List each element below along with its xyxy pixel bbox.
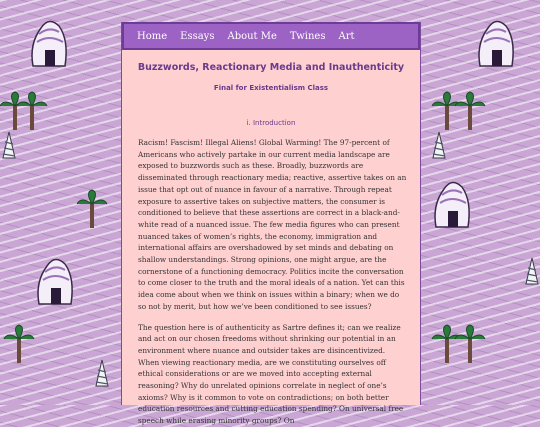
content-column xyxy=(121,22,421,426)
hut-icon xyxy=(430,175,474,233)
palm-tree-icon xyxy=(4,325,34,365)
cone-shell-icon xyxy=(2,132,16,160)
article-paragraph: The question here is of authenticity as Sartre defines it; can we realize and act on our chosen freedoms without shrinking our potential in an environment where nuance and outsider takes are disincentivized. When viewing reactionary media, are we constituting ourselves off ethical considerations or are we moved into accepting external reasoning? Why do unrelated opinions correlate in neglect of one’s axioms? Why is it common to vote on contradictions; on both better education resources and cutting education spending? On universal free speech while erasing minority groups? On xyxy=(138,322,404,426)
hut-icon xyxy=(33,252,77,310)
section-heading: i. Introduction xyxy=(246,119,296,127)
nav-home-link[interactable]: Home xyxy=(137,30,168,42)
palm-tree-icon xyxy=(455,92,485,132)
palm-tree-icon xyxy=(17,92,47,132)
article-title: Buzzwords, Reactionary Media and Inauthenticity xyxy=(137,62,405,73)
nav-essays-link[interactable]: Essays xyxy=(180,30,215,42)
nav-art-link[interactable]: Art xyxy=(338,30,355,42)
nav-about-link[interactable]: About Me xyxy=(227,30,277,42)
top-nav xyxy=(122,22,420,50)
cone-shell-icon xyxy=(95,360,109,388)
cone-shell-icon xyxy=(525,258,539,286)
article-paragraph: Racism! Fascism! Illegal Aliens! Global Warming! The 97-percent of Americans who actively partake in our current media landscape are exposed to buzzwords such as these. Broadly, buzzwords are disseminated through reactionary media; reactive, assertive takes on an issue that opt out of nuance in favour of a narrative. Through repeat exposure to assertive takes on subjective matters, the consumer is conditioned to believe that these assertions are correct in a black-and-white read of a nuanced issue. The few media figures who can present nuanced takes of women’s rights, the economy, immigration and international affairs are overshadowed by set minds and debating on shallow understandings. Strong opinions, one might argue, are the cornerstone of a functioning democracy. Politics incite the conversation to come closer to the truth and the moral ideals of a nation. Yet can this idea come about when we think on issues within a binary; when we do so not by merit, but how we’ve been conditioned to see issues? xyxy=(138,138,407,311)
hut-icon xyxy=(474,14,518,72)
article-subtitle: Final for Existentialism Class xyxy=(213,84,329,92)
palm-tree-icon xyxy=(455,325,485,365)
cone-shell-icon xyxy=(432,132,446,160)
palm-tree-icon xyxy=(77,190,107,230)
nav-twines-link[interactable]: Twines xyxy=(289,30,326,42)
hut-icon xyxy=(27,14,71,72)
